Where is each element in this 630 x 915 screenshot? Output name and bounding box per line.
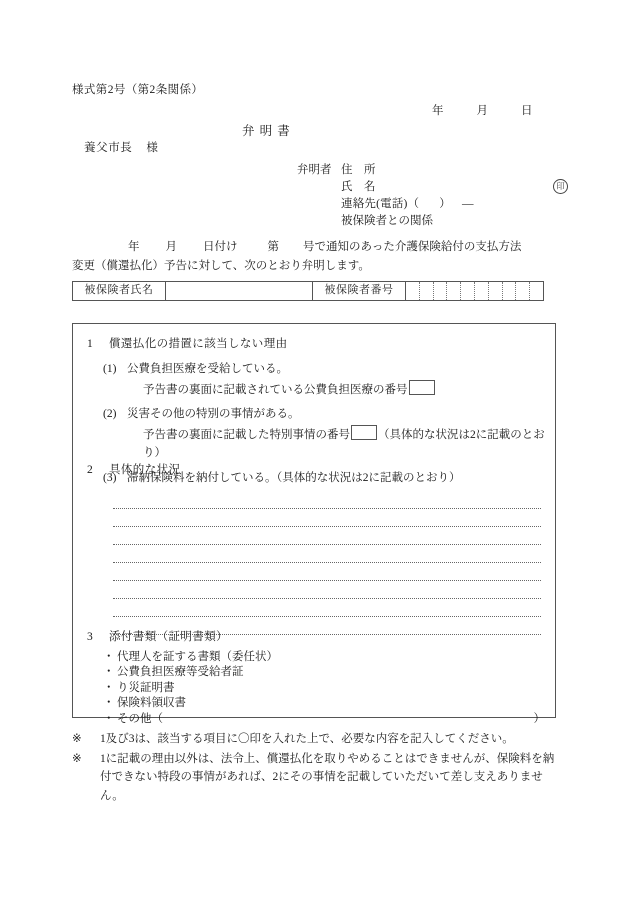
- notice-month: 月: [165, 241, 177, 253]
- footnote: [72, 750, 562, 806]
- item-2-line2: [87, 425, 545, 463]
- footnote-text: 1に記載の理由以外は、法令上、償還払化を取りやめることはできませんが、保険料を納付できない特段の事情があれば、2にその事情を記載していただいて差し支えありません。: [100, 752, 555, 802]
- title-char-1: 弁: [242, 124, 256, 138]
- insured-name-label: 被保険者氏名: [73, 282, 166, 301]
- section-3: [87, 629, 545, 726]
- date-day-label: 日: [520, 105, 533, 117]
- declarant-address-label: 住 所: [341, 164, 376, 176]
- declarant-name-row: [341, 179, 485, 196]
- write-in-line[interactable]: [113, 527, 541, 545]
- list-item[interactable]: [87, 649, 545, 665]
- notice-number-prefix: 第: [267, 241, 279, 253]
- date-line: [432, 103, 533, 121]
- item-2-line2-after: （具体的な状況は2に記載のとおり）: [143, 429, 545, 460]
- bullet-icon: ・: [103, 681, 115, 694]
- insured-number-digit-10[interactable]: [530, 282, 543, 300]
- insured-number-digit-3[interactable]: [434, 282, 448, 300]
- declarant-contact-paren-close: ）: [439, 198, 451, 210]
- write-in-line[interactable]: [113, 581, 541, 599]
- seal-icon: 印: [553, 179, 568, 194]
- footnote-text: 1及び3は、該当する項目に〇印を入れた上で、必要な内容を記入してください。: [100, 733, 514, 745]
- declarant-relation-row: [341, 213, 485, 230]
- title-char-3: 書: [277, 124, 291, 138]
- declarant-contact-row: [341, 196, 485, 213]
- item-3-line1: 滞納保険料を納付している。（具体的な状況は2に記載のとおり）: [127, 471, 461, 484]
- notice-line2: 変更（償還払化）予告に対して、次のとおり弁明します。: [72, 259, 370, 272]
- attachment-label: 代理人を証する書類（委任状）: [117, 650, 278, 663]
- document-title: [242, 122, 291, 141]
- addressee-office: 養父市長: [84, 142, 133, 154]
- section-1-item-1: [87, 361, 545, 400]
- date-month-label: 月: [476, 105, 489, 117]
- write-in-line[interactable]: [113, 563, 541, 581]
- notice-day: 日付け: [203, 241, 238, 253]
- situation-write-in-area[interactable]: [87, 491, 545, 635]
- notice-year: 年: [128, 241, 140, 253]
- section-1-number: 1: [87, 338, 94, 350]
- list-item[interactable]: [87, 711, 545, 727]
- insured-number-digit-1[interactable]: [406, 282, 420, 300]
- insured-number-digit-8[interactable]: [503, 282, 517, 300]
- declarant-relation-label: 被保険者との関係: [341, 215, 433, 227]
- section-3-title: 添付書類（証明書類）: [109, 631, 228, 643]
- insured-number-digit-6[interactable]: [475, 282, 489, 300]
- section-1-item-2: [87, 406, 545, 462]
- declarant-contact-label: 連絡先(電話)（: [341, 198, 420, 210]
- item-2-line1: 災害その他の特別の事情がある。: [127, 408, 300, 421]
- date-year-label: 年: [432, 105, 444, 117]
- section-2-number: 2: [87, 464, 94, 476]
- list-item[interactable]: [87, 664, 545, 680]
- item-1-line2: [87, 380, 545, 400]
- section-1-heading: [87, 336, 545, 354]
- item-2-marker: (2): [103, 408, 117, 421]
- attachment-label: 公費負担医療等受給者証: [117, 666, 244, 679]
- insured-number-label: 被保険者番号: [313, 282, 406, 301]
- declarant-fields: [341, 162, 565, 230]
- form-number: 様式第2号（第2条関係）: [72, 84, 204, 96]
- footnotes: [72, 730, 562, 807]
- section-2-heading: [87, 462, 545, 480]
- insured-number-input[interactable]: [406, 282, 544, 301]
- write-in-line[interactable]: [113, 545, 541, 563]
- insured-number-digit-4[interactable]: [447, 282, 461, 300]
- insured-number-digit-5[interactable]: [461, 282, 475, 300]
- insured-name-input[interactable]: [166, 282, 313, 301]
- list-item[interactable]: [87, 695, 545, 711]
- declarant-name-label: 氏 名: [341, 181, 376, 193]
- section-2: [87, 462, 545, 635]
- declarant-block: [297, 162, 565, 230]
- item-3-marker: (3): [103, 471, 117, 484]
- public-medical-number-input[interactable]: [409, 380, 435, 395]
- insured-number-digit-9[interactable]: [516, 282, 530, 300]
- attachment-label: り災証明書: [117, 681, 175, 694]
- bullet-icon: ・: [103, 697, 115, 710]
- declarant-contact-dash: ―: [462, 198, 474, 210]
- write-in-line[interactable]: [113, 509, 541, 527]
- item-2-line2-before: 予告書の裏面に記載した特別事情の番号: [143, 429, 350, 442]
- item-1-marker: (1): [103, 362, 117, 375]
- list-item[interactable]: [87, 680, 545, 696]
- write-in-line[interactable]: [113, 599, 541, 617]
- addressee-honorific: 様: [146, 142, 159, 154]
- declarant-address-row: [341, 162, 485, 179]
- special-circumstance-number-input[interactable]: [351, 425, 377, 440]
- title-char-2: 明: [259, 124, 274, 138]
- insured-number-digit-7[interactable]: [489, 282, 503, 300]
- content-box: [72, 323, 556, 725]
- attachment-list: [87, 649, 545, 727]
- section-2-title: 具体的な状況: [109, 464, 181, 476]
- section-3-number: 3: [87, 631, 94, 643]
- insured-person-table: [72, 281, 544, 301]
- item-1-line1: 公費負担医療を受給している。: [127, 362, 288, 375]
- section-3-heading: [87, 629, 545, 647]
- item-1-line2-before: 予告書の裏面に記載されている公費負担医療の番号: [143, 383, 408, 396]
- attachment-label: 保険料領収書: [117, 697, 186, 710]
- declarant-label: 弁明者: [297, 164, 332, 176]
- notice-paragraph: [72, 238, 560, 275]
- attachment-other-paren-close: ）: [533, 712, 545, 725]
- bullet-icon: ・: [103, 666, 115, 679]
- footnote-mark-icon: ※: [72, 752, 82, 765]
- notice-number-suffix: 号で通知のあった介護保険給付の支払方法: [303, 241, 522, 253]
- bullet-icon: ・: [103, 650, 115, 663]
- bullet-icon: ・: [103, 712, 115, 725]
- table-row: [73, 282, 544, 301]
- footnote-mark-icon: ※: [72, 733, 82, 745]
- write-in-line[interactable]: [113, 491, 541, 509]
- section-1-title: 償還払化の措置に該当しない理由: [109, 338, 288, 350]
- attachment-label: その他（: [117, 712, 163, 725]
- footnote: [72, 730, 562, 749]
- insured-number-cells[interactable]: [406, 282, 543, 300]
- addressee: [84, 140, 159, 158]
- insured-number-digit-2[interactable]: [420, 282, 434, 300]
